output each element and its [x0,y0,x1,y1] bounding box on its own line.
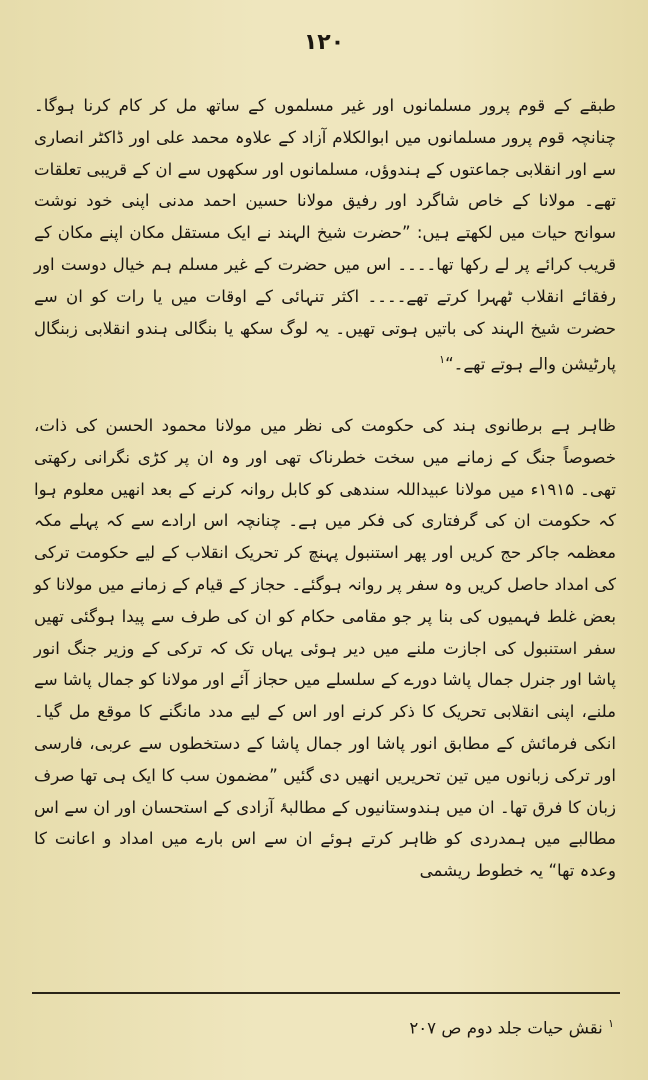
body-paragraph: ظاہر ہے برطانوی ہند کی حکومت کی نظر میں مولانا محمود الحسن کی ذات، خصوصاً جنگ کے زمانے میں سخت خطرناک تھی اور وہ ان پر کڑی نگرانی رکھتی تھی۔ ۱۹۱۵ء میں مولانا عبیداللہ سندھی کو کابل روانہ کرنے کے بعد انھیں معلوم ہوا کہ حکومت ان کی گرفتاری کی فکر میں ہے۔ چنانچہ اس ارادے سے کہ پہلے مکہ معظمہ جاکر حج کریں اور پھر استنبول پہنچ کر تحریک انقلاب کے لیے حکومت ترکی کی امداد حاصل کریں وہ سفر پر روانہ ہوگئے۔ حجاز کے قیام کے زمانے میں مولانا کو بعض غلط فہمیوں کی بنا پر جو مقامی حکام کو ان کی طرف سے پیدا ہوگئی تھیں سفر استنبول کی اجازت ملنے میں دیر ہوئی یہاں تک کہ ترکی کے وزیر جنگ انور پاشا اور جنرل جمال پاشا دورے کے سلسلے میں حجاز آئے اور مولانا کو جمال پاشا سے ملنے، اپنی انقلابی تحریک کا ذکر کرنے اور اس کے لیے مدد مانگنے کا موقع مل گیا۔ انکی فرمائش کے مطابق انور پاشا اور جمال پاشا کے دستخطوں سے عربی، فارسی اور ترکی زبانوں میں تین تحریریں انھیں دی گئیں ”مضمون سب کا ایک ہی تھا صرف زبان کا فرق تھا۔ ان میں ہندوستانیوں کے مطالبۂ آزادی کے استحسان اور ان سے اس مطالبے میں ہمدردی کو ظاہر کرتے ہوئے ان سے اس بارے میں امداد و اعانت کا وعدہ تھا“ یہ خطوط ریشمی [34,416,616,881]
footnote-text: نقش حیات جلد دوم ص ۲۰۷ [409,1018,603,1038]
page-number: ۱۲۰ [303,30,345,55]
footnote [214,1010,614,1043]
body-paragraph [34,90,616,381]
footnote-reference: ۱ [439,353,446,367]
paragraph-text: طبقے کے قوم پرور مسلمانوں اور غیر مسلموں کے ساتھ مل کر کام کرنا ہوگا۔ چنانچہ قوم پرور مسلمانوں میں ابوالکلام آزاد کے علاوہ محمد علی اور ڈاکٹر انصاری سے اور انقلابی جماعتوں کے ہندوؤں، مسلمانوں اور سکھوں سے ان کے قریبی تعلقات تھے۔ مولانا کے خاص شاگرد اور رفیق مولانا حسین احمد مدنی اپنی خود نوشت سوانح حیات میں لکھتے ہیں: ”حضرت شیخ الہند نے ایک مستقل مکان اپنے مکان کے قریب کرائے پر لے رکھا تھا۔۔۔۔ اس میں حضرت کے غیر مسلم ہم خیال دوست اور رفقائے انقلاب ٹھہرا کرتے تھے۔۔۔۔ اکثر تنہائی کے اوقات میں یا رات کو ان سے حضرت شیخ الہند کی باتیں ہوتی تھیں۔ یہ لوگ سکھ یا بنگالی ہندو انقلابی زبنگال پارٹیشن والے ہوتے تھے۔“ [34,96,616,374]
footnote-divider [32,992,620,994]
footnote-mark: ۱ [608,1017,614,1030]
